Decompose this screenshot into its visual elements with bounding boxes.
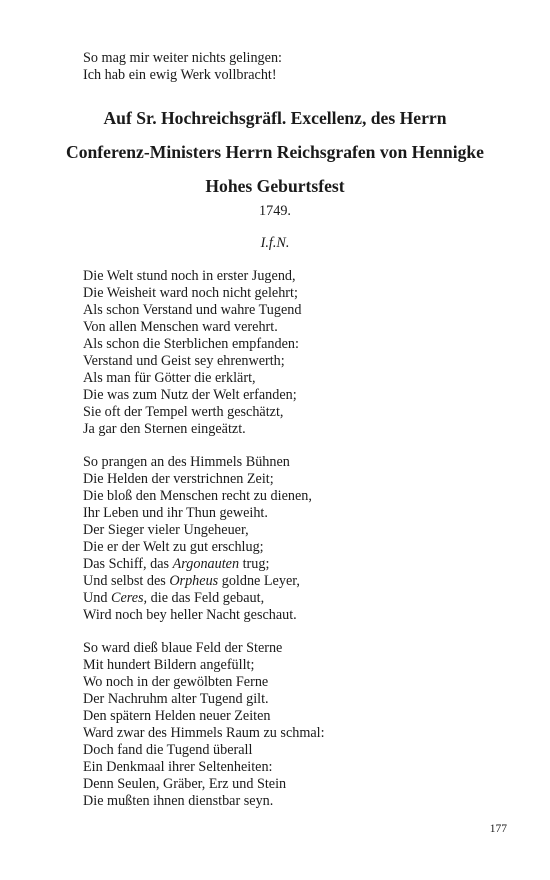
verse-line: Den spätern Helden neuer Zeiten xyxy=(83,708,271,725)
verse-line: Verstand und Geist sey ehrenwerth; xyxy=(83,353,285,370)
verse-line: Die bloß den Menschen recht zu dienen, xyxy=(83,488,312,505)
verse-line: Doch fand die Tugend überall xyxy=(83,742,253,759)
poem-title-line-3: Hohes Geburtsfest xyxy=(205,176,345,196)
verse-line: So prangen an des Himmels Bühnen xyxy=(83,454,290,470)
previous-poem-ending xyxy=(83,50,513,84)
verse-line: Von allen Menschen ward verehrt. xyxy=(83,319,278,336)
stanza-1 xyxy=(83,268,513,438)
verse-line: Wird noch bey heller Nacht geschaut. xyxy=(83,607,297,624)
stanza-2 xyxy=(83,454,513,624)
verse-line: Wo noch in der gewölbten Ferne xyxy=(83,674,269,691)
verse-text: goldne Leyer, xyxy=(218,573,300,590)
verse-line: Die Helden der verstrichnen Zeit; xyxy=(83,471,274,488)
verse-line xyxy=(83,556,513,573)
verse-line: Sie oft der Tempel werth geschätzt, xyxy=(83,404,284,421)
verse-text: Und xyxy=(83,590,111,607)
verse-line: Die Welt stund noch in erster Jugend, xyxy=(83,268,296,284)
italic-name: Argonauten xyxy=(172,556,240,573)
verse-line: Ich hab ein ewig Werk vollbracht! xyxy=(83,67,277,84)
verse-line: Mit hundert Bildern angefüllt; xyxy=(83,657,255,674)
verse-line: Der Sieger vieler Ungeheuer, xyxy=(83,522,249,539)
verse-line: Die er der Welt zu gut erschlug; xyxy=(83,539,264,556)
verse-line: Als schon Verstand und wahre Tugend xyxy=(83,302,302,319)
verse-text: trug; xyxy=(239,556,270,573)
verse-line xyxy=(83,573,513,590)
verse-line: Die Weisheit ward noch nicht gelehrt; xyxy=(83,285,298,302)
poem-title-line-2: Conferenz-Ministers Herrn Reichsgrafen von Hennigke xyxy=(66,142,484,162)
verse-line: Ihr Leben und ihr Thun geweiht. xyxy=(83,505,268,522)
verse-text: Das Schiff, das xyxy=(83,556,173,573)
verse-line: Denn Seulen, Gräber, Erz und Stein xyxy=(83,776,287,793)
verse-line: Ein Denkmaal ihrer Seltenheiten: xyxy=(83,759,273,776)
verse-line: Ward zwar des Himmels Raum zu schmal: xyxy=(83,725,325,742)
verse-line: So ward dieß blaue Feld der Sterne xyxy=(83,640,283,656)
italic-name: Orpheus xyxy=(169,573,219,590)
verse-line: Ja gar den Sternen eingeätzt. xyxy=(83,421,246,438)
verse-text: die das Feld gebaut, xyxy=(147,590,265,607)
verse-line: Die was zum Nutz der Welt erfanden; xyxy=(83,387,297,404)
verse-text: Und selbst des xyxy=(83,573,170,590)
verse-line: Als schon die Sterblichen empfanden: xyxy=(83,336,299,353)
italic-name: Ceres, xyxy=(110,590,148,607)
verse-line xyxy=(83,590,513,607)
verse-line: Der Nachruhm alter Tugend gilt. xyxy=(83,691,269,708)
stanza-3 xyxy=(83,640,513,810)
verse-line: Die mußten ihnen dienstbar seyn. xyxy=(83,793,274,810)
verse-line: Als man für Götter die erklärt, xyxy=(83,370,256,387)
verse-line: So mag mir weiter nichts gelingen: xyxy=(83,50,282,66)
poem-year: 1749. xyxy=(259,203,291,219)
poem-initials: I.f.N. xyxy=(260,235,290,251)
poem-title-line-1: Auf Sr. Hochreichsgräfl. Excellenz, des Herrn xyxy=(103,108,447,128)
page-number: 177 xyxy=(489,823,507,835)
